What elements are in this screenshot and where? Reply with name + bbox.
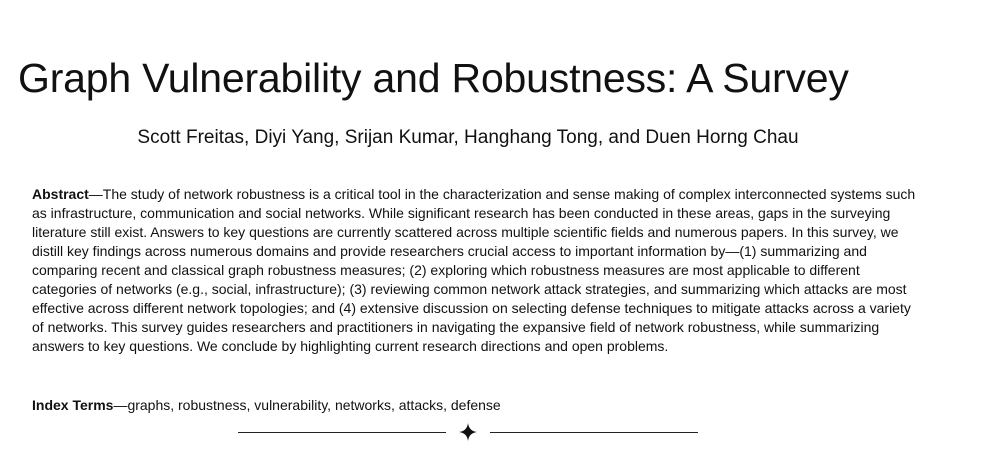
abstract-label: Abstract [32, 186, 89, 202]
divider-line-left [238, 432, 446, 433]
four-point-star-icon [459, 423, 477, 441]
index-terms-label: Index Terms [32, 397, 114, 413]
abstract-paragraph [32, 185, 917, 356]
section-divider [238, 420, 698, 444]
divider-line-right [490, 432, 698, 433]
abstract-separator: — [88, 186, 103, 202]
author-list: Scott Freitas, Diyi Yang, Srijan Kumar, Hanghang Tong, and Duen Horng Chau [137, 127, 799, 148]
abstract-text: The study of network robustness is a critical tool in the characterization and sense making of complex interconnected systems such as infrastructure, communication and social networks. While significant research has been conducted in these areas, gaps in the surveying literature still exist. Answers to key questions are currently scattered across multiple scientific fields and numerous papers. In this survey, we distill key findings across numerous domains and provide researchers crucial access to important information by—(1) summarizing and comparing recent and classical graph robustness measures; (2) exploring which robustness measures are most applicable to different categories of networks (e.g., social, infrastructure); (3) reviewing common network attack strategies, and summarizing which attacks are most effective across different network topologies; and (4) extensive discussion on selecting defense techniques to mitigate attacks across a variety of networks. This survey guides researchers and practitioners in navigating the expansive field of network robustness, while summarizing answers to key questions. We conclude by highlighting current research directions and open problems. [32, 186, 916, 354]
index-terms-text: graphs, robustness, vulnerability, networks, attacks, defense [127, 397, 501, 413]
index-terms-separator: — [113, 397, 128, 413]
paper-title: Graph Vulnerability and Robustness: A Survey [18, 55, 849, 101]
index-terms-paragraph [32, 396, 917, 415]
